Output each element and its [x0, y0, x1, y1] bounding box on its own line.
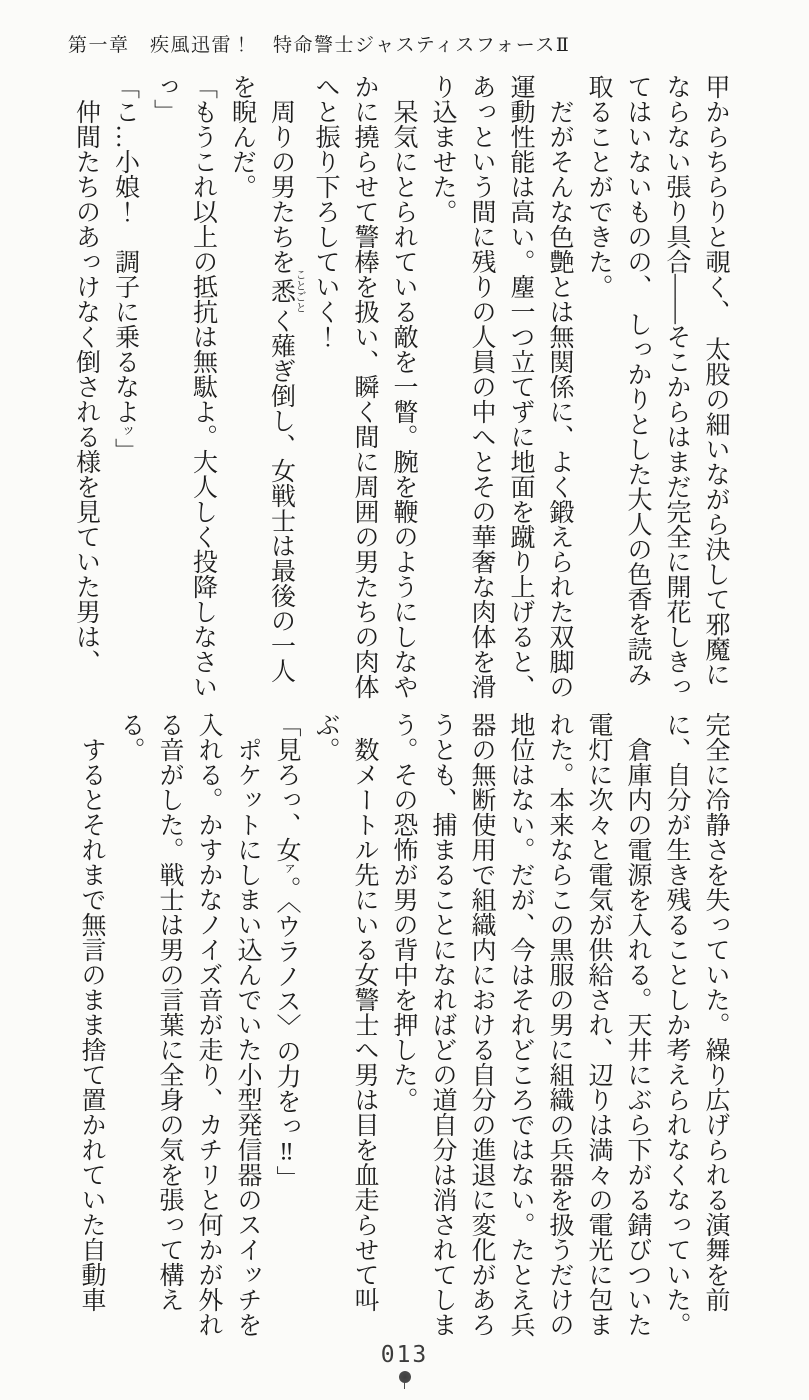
paragraph: 甲からちらりと覗く、 太股の細いながら決して邪魔にならない張り具合――そこからはまだ完全に開花しきってはいないものの、 しっかりとした大人の色香を読み取ることができた。	[585, 74, 729, 699]
paragraph: 数メートル先にいる女警士へ男は目を血走らせて叫ぶ。	[312, 712, 378, 1312]
page-footer	[0, 1342, 809, 1388]
paragraph: 周りの男たちを悉 ことごとく薙ぎ倒し、女戦士は最後の一人を睨んだ。	[228, 74, 306, 683]
paragraph: ポケットにしまい込んでいた小型発信器のスイッチを入れる。かすかなノイズ音が走り、カチリと何かが外れる音がした。戦士は男の言葉に全身の気を張って構える。	[117, 712, 261, 1337]
paragraph: 「見ろっ、女ァ。〈ウラノス〉の力をっ‼」	[273, 712, 300, 1191]
ruby-annotated-word: 悉 ことごと	[267, 269, 306, 313]
text-tier-upper	[67, 74, 735, 706]
paragraph: 「こ…小娘！ 調子に乗るなよッ」	[111, 74, 139, 463]
running-head: 第一章 疾風迅雷！ 特命警士ジャスティスフォースⅡ	[68, 35, 571, 56]
small-kana: ァ	[279, 862, 294, 876]
paragraph: だがそんな色艶とは無関係に、よく鍛えられた双脚の運動性能は高い。塵一つ立てずに地面を蹴り上げると、あっという間に残りの人員の中へとその華奢な肉体を滑り込ませた。	[429, 74, 573, 699]
fleuron-ornament-icon	[399, 1371, 411, 1383]
text-tier-lower	[67, 712, 735, 1344]
paragraph: 「もうこれ以上の抵抗は無駄よ。大人しく投降しなさいっ」	[150, 74, 217, 699]
paragraph: 倉庫内の電源を入れる。天井にぶら下がる錆びついた電灯に次々と電気が供給され、辺りは満々の電光に包まれた。本来ならこの黒服の男に組織の兵器を扱うだけの地位はない。だが、今はそれどころではない。たとえ兵器の無断使用で組織内における自分の進退に変化があろうとも、捕まることになればどの道自分は消されてしまう。その恐怖が男の背中を押した。	[390, 712, 651, 1337]
paragraph: するとそれまで無言のまま捨て置かれていた自動車	[78, 737, 105, 1312]
paragraph: 仲間たちのあっけなく倒される様を見ていた男は、	[72, 99, 100, 674]
paragraph: 呆気にとられている敵を一瞥。腕を鞭のようにしなやかに撓らせて警棒を扱い、瞬く間に周囲の男たちの肉体へと振り下ろしていく！	[312, 74, 417, 699]
page-number: 013	[380, 1342, 429, 1368]
paragraph: 完全に冷静さを失っていた。繰り広げられる演舞を前に、自分が生き残ることしか考えられなくなっていた。	[663, 712, 729, 1337]
small-kana: ッ	[117, 424, 133, 438]
